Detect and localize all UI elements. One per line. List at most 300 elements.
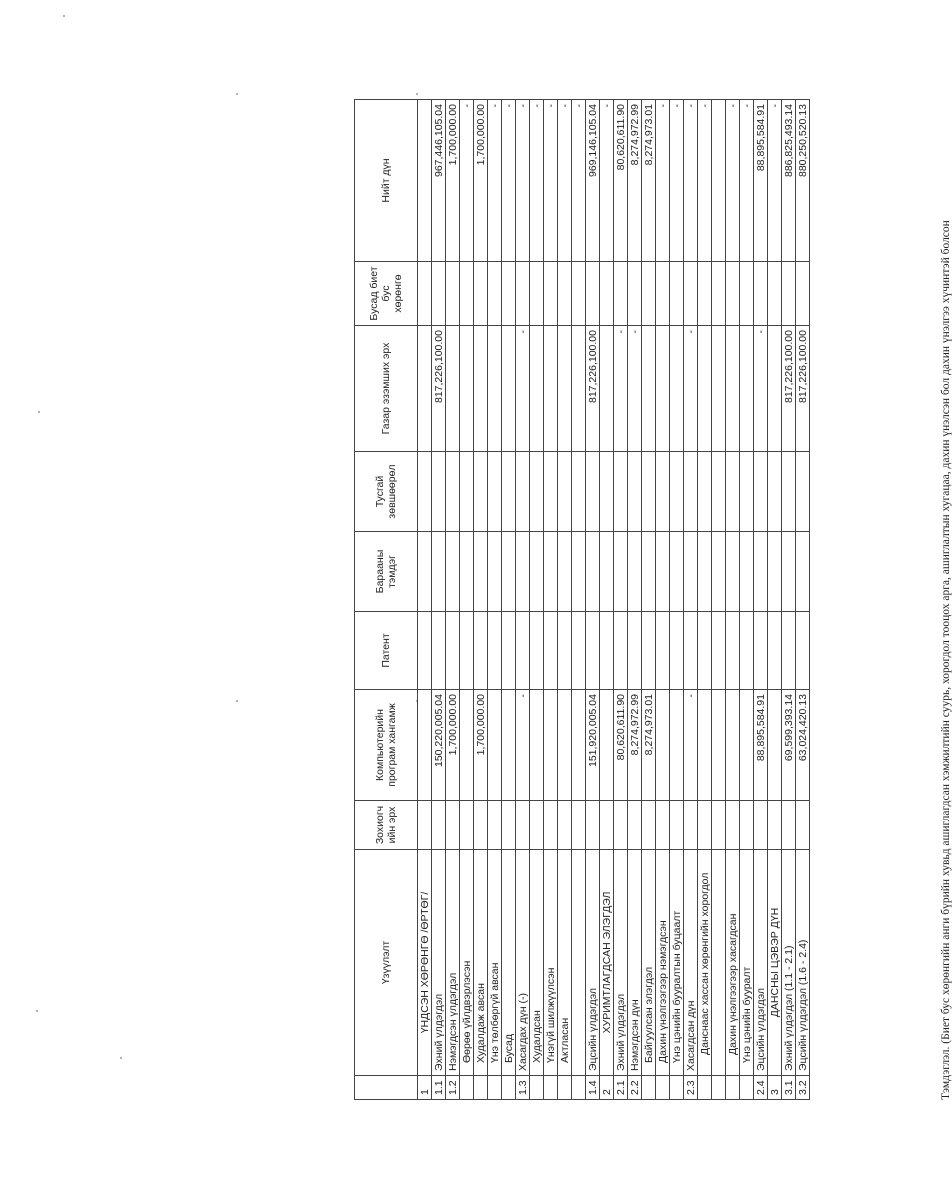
table-row — [670, 100, 684, 1100]
cell-software — [502, 690, 516, 801]
table-row — [586, 100, 600, 1100]
cell-land — [418, 326, 432, 452]
table-row — [600, 100, 614, 1100]
scan-speck — [38, 411, 40, 413]
cell-patent — [796, 612, 810, 690]
cell-total: - — [572, 100, 586, 262]
table-row — [446, 100, 460, 1100]
cell-license — [600, 452, 614, 532]
cell-patent — [530, 612, 544, 690]
cell-total: - — [698, 100, 712, 262]
cell-patent — [656, 612, 670, 690]
cell-software: 80,620,611.90 — [614, 690, 628, 801]
table-row — [432, 100, 446, 1100]
table-row — [558, 100, 572, 1100]
table-row — [684, 100, 698, 1100]
cell-land — [698, 326, 712, 452]
cell-author — [614, 801, 628, 850]
row-index — [740, 1076, 754, 1100]
cell-license — [516, 452, 530, 532]
cell-patent — [754, 612, 768, 690]
table-row — [502, 100, 516, 1100]
row-index: 1.1 — [432, 1076, 446, 1100]
cell-license — [446, 452, 460, 532]
row-index — [460, 1076, 474, 1100]
cell-license — [502, 452, 516, 532]
cell-author — [726, 801, 740, 850]
row-index — [488, 1076, 502, 1100]
cell-other — [418, 262, 432, 326]
cell-software — [488, 690, 502, 801]
row-index: 2.1 — [614, 1076, 628, 1100]
cell-license — [544, 452, 558, 532]
cell-software — [768, 690, 782, 801]
cell-trademark — [586, 532, 600, 612]
cell-trademark — [642, 532, 656, 612]
row-label: Эцсийн үлдэгдэл — [586, 850, 600, 1076]
cell-land — [446, 326, 460, 452]
header-software: Компьютерийн програм хангамж — [355, 690, 418, 801]
table-row — [726, 100, 740, 1100]
cell-other — [782, 262, 796, 326]
row-index: 2.2 — [628, 1076, 642, 1100]
header-author: Зохиогч ийн эрх — [355, 801, 418, 850]
cell-software: - — [684, 690, 698, 801]
row-label: Хасагдсан дүн — [684, 850, 698, 1076]
cell-license — [614, 452, 628, 532]
cell-author — [698, 801, 712, 850]
cell-total: - — [460, 100, 474, 262]
row-label: Эцсийн үлдэгдэл — [754, 850, 768, 1076]
row-index — [642, 1076, 656, 1100]
cell-patent — [726, 612, 740, 690]
cell-software — [558, 690, 572, 801]
cell-author — [558, 801, 572, 850]
cell-software: - — [516, 690, 530, 801]
cell-other — [516, 262, 530, 326]
cell-total: - — [502, 100, 516, 262]
row-label: Үнэ төлбөргүй авсан — [488, 850, 502, 1076]
cell-trademark — [670, 532, 684, 612]
cell-land — [740, 326, 754, 452]
cell-trademark — [530, 532, 544, 612]
header-license: Тусгай зөвшөөрөл — [355, 452, 418, 532]
cell-trademark — [782, 532, 796, 612]
row-index: 1.3 — [516, 1076, 530, 1100]
cell-license — [586, 452, 600, 532]
header-total: Нийт дүн — [355, 100, 418, 262]
cell-land: - — [516, 326, 530, 452]
cell-other — [502, 262, 516, 326]
cell-land — [488, 326, 502, 452]
cell-other — [460, 262, 474, 326]
row-index: 1 — [418, 1076, 432, 1100]
cell-author — [474, 801, 488, 850]
row-label: ҮНДСЭН ХӨРӨНГӨ /ӨРТӨГ/ — [418, 850, 432, 1076]
cell-software: 8,274,972.99 — [628, 690, 642, 801]
cell-author — [488, 801, 502, 850]
row-label: Эцсийн үлдэгдэл (1.6 - 2.4) — [796, 850, 810, 1076]
table-row — [656, 100, 670, 1100]
cell-land — [768, 326, 782, 452]
table-row — [698, 100, 712, 1100]
table-body — [418, 100, 810, 1100]
cell-patent — [740, 612, 754, 690]
row-label: Өөрөө үйлдвэрлэсэн — [460, 850, 474, 1076]
cell-patent — [628, 612, 642, 690]
cell-license — [698, 452, 712, 532]
cell-software — [530, 690, 544, 801]
cell-land — [572, 326, 586, 452]
cell-license — [740, 452, 754, 532]
cell-other — [446, 262, 460, 326]
cell-total: 88,895,584.91 — [754, 100, 768, 262]
cell-license — [628, 452, 642, 532]
cell-patent — [614, 612, 628, 690]
cell-total: - — [740, 100, 754, 262]
cell-author — [446, 801, 460, 850]
row-label: Актласан — [558, 850, 572, 1076]
cell-patent — [782, 612, 796, 690]
cell-total: 1,700,000.00 — [474, 100, 488, 262]
cell-trademark — [768, 532, 782, 612]
cell-other — [754, 262, 768, 326]
cell-license — [796, 452, 810, 532]
cell-total: - — [768, 100, 782, 262]
table-row — [754, 100, 768, 1100]
cell-license — [488, 452, 502, 532]
footnote: Тэмдэглэл. (Биет бус хөрөнгийн анги бүрийн хувьд ашиглагдсан хэмжилтийн суурь, хорогдол тооцох арга, ашиглалтын хугацаа, дахин үнэлсэн бол дахин үнэлгээ хүчинтэй болсон — [940, 220, 952, 1100]
cell-software: 69,599,393.14 — [782, 690, 796, 801]
cell-patent — [600, 612, 614, 690]
table-row — [642, 100, 656, 1100]
cell-patent — [684, 612, 698, 690]
row-label: Үнэ цэнийн бууралт — [740, 850, 754, 1076]
cell-patent — [712, 612, 726, 690]
table-row — [488, 100, 502, 1100]
cell-total: - — [670, 100, 684, 262]
cell-author — [586, 801, 600, 850]
row-label: Хасагдах дүн (-) — [516, 850, 530, 1076]
cell-patent — [544, 612, 558, 690]
cell-license — [474, 452, 488, 532]
cell-license — [754, 452, 768, 532]
header-land: Газар эзэмших эрх — [355, 326, 418, 452]
row-label: Дахин үнэлгээгээр хасагдсан — [726, 850, 740, 1076]
table-row — [768, 100, 782, 1100]
cell-author — [796, 801, 810, 850]
cell-land — [712, 326, 726, 452]
table-row — [572, 100, 586, 1100]
table-row — [516, 100, 530, 1100]
cell-software: 8,274,973.01 — [642, 690, 656, 801]
cell-software — [712, 690, 726, 801]
cell-software — [460, 690, 474, 801]
cell-author — [740, 801, 754, 850]
cell-patent — [474, 612, 488, 690]
cell-other — [600, 262, 614, 326]
cell-other — [768, 262, 782, 326]
cell-land: 817,226,100.00 — [586, 326, 600, 452]
cell-trademark — [474, 532, 488, 612]
cell-trademark — [712, 532, 726, 612]
cell-license — [530, 452, 544, 532]
row-label: Эхний үлдэгдэл — [432, 850, 446, 1076]
table-row — [460, 100, 474, 1100]
cell-other — [530, 262, 544, 326]
cell-software: 1,700,000.00 — [474, 690, 488, 801]
header-trademark: Барааны тэмдэг — [355, 532, 418, 612]
cell-other — [656, 262, 670, 326]
header-index — [355, 1076, 418, 1100]
scan-speck — [236, 93, 238, 95]
cell-trademark — [446, 532, 460, 612]
cell-trademark — [628, 532, 642, 612]
row-label: Дахин үнэлгээгээр нэмэгдсэн — [656, 850, 670, 1076]
cell-author — [782, 801, 796, 850]
cell-other — [642, 262, 656, 326]
cell-author — [628, 801, 642, 850]
table-row — [530, 100, 544, 1100]
cell-trademark — [572, 532, 586, 612]
row-index — [474, 1076, 488, 1100]
cell-patent — [558, 612, 572, 690]
cell-author — [516, 801, 530, 850]
table-row — [474, 100, 488, 1100]
row-label: Бусад — [502, 850, 516, 1076]
row-label: ХУРИМТЛАГДСАН ЭЛЭГДЭЛ — [600, 850, 614, 1076]
cell-trademark — [614, 532, 628, 612]
cell-software — [726, 690, 740, 801]
table-row — [712, 100, 726, 1100]
cell-total: 8,274,973.01 — [642, 100, 656, 262]
row-index — [670, 1076, 684, 1100]
cell-patent — [572, 612, 586, 690]
cell-license — [726, 452, 740, 532]
cell-trademark — [544, 532, 558, 612]
scan-speck — [236, 700, 238, 702]
cell-land: - — [614, 326, 628, 452]
cell-software — [740, 690, 754, 801]
cell-patent — [670, 612, 684, 690]
cell-trademark — [418, 532, 432, 612]
scan-speck — [36, 1010, 38, 1012]
header-row — [355, 100, 418, 1100]
cell-author — [670, 801, 684, 850]
cell-patent — [516, 612, 530, 690]
cell-software: 151,920,005.04 — [586, 690, 600, 801]
row-label — [572, 850, 586, 1076]
row-index — [726, 1076, 740, 1100]
cell-license — [670, 452, 684, 532]
cell-total: - — [530, 100, 544, 262]
row-index — [698, 1076, 712, 1100]
cell-land: - — [754, 326, 768, 452]
cell-license — [684, 452, 698, 532]
row-index: 2.4 — [754, 1076, 768, 1100]
cell-land — [530, 326, 544, 452]
cell-patent — [460, 612, 474, 690]
row-index — [712, 1076, 726, 1100]
row-index: 3.2 — [796, 1076, 810, 1100]
cell-total: 80,620,611.90 — [614, 100, 628, 262]
cell-land — [726, 326, 740, 452]
table-row — [418, 100, 432, 1100]
cell-total: - — [600, 100, 614, 262]
cell-total: - — [684, 100, 698, 262]
cell-trademark — [516, 532, 530, 612]
rotated-content — [354, 100, 952, 1100]
table-row — [782, 100, 796, 1100]
cell-other — [628, 262, 642, 326]
cell-other — [572, 262, 586, 326]
cell-license — [642, 452, 656, 532]
row-label: Данснаас хассан хөрөнгийн хорогдол — [698, 850, 712, 1076]
table-row — [544, 100, 558, 1100]
row-index — [558, 1076, 572, 1100]
cell-author — [684, 801, 698, 850]
scan-speck — [416, 93, 418, 95]
cell-patent — [418, 612, 432, 690]
cell-trademark — [558, 532, 572, 612]
row-label: Байгуулсан элэгдэл — [642, 850, 656, 1076]
cell-patent — [642, 612, 656, 690]
row-index: 2.3 — [684, 1076, 698, 1100]
cell-total — [712, 100, 726, 262]
cell-trademark — [600, 532, 614, 612]
cell-author — [432, 801, 446, 850]
row-label: Үнэгүй шилжүүлсэн — [544, 850, 558, 1076]
cell-land — [558, 326, 572, 452]
cell-software: 1,700,000.00 — [446, 690, 460, 801]
row-label: Нэмэгдсэн үлдэгдэл — [446, 850, 460, 1076]
row-index: 1.4 — [586, 1076, 600, 1100]
cell-license — [768, 452, 782, 532]
row-label: Үнэ цэнийн бууралтын буцаалт — [670, 850, 684, 1076]
row-label: Худалдсан — [530, 850, 544, 1076]
cell-trademark — [754, 532, 768, 612]
cell-license — [460, 452, 474, 532]
cell-other — [698, 262, 712, 326]
cell-total: - — [558, 100, 572, 262]
cell-other — [740, 262, 754, 326]
cell-patent — [768, 612, 782, 690]
cell-other — [726, 262, 740, 326]
cell-total: 969,146,105.04 — [586, 100, 600, 262]
cell-total: - — [726, 100, 740, 262]
cell-license — [432, 452, 446, 532]
cell-author — [418, 801, 432, 850]
cell-land: - — [628, 326, 642, 452]
cell-trademark — [656, 532, 670, 612]
cell-total: - — [544, 100, 558, 262]
scan-speck — [120, 1057, 122, 1059]
cell-trademark — [488, 532, 502, 612]
cell-author — [656, 801, 670, 850]
cell-patent — [446, 612, 460, 690]
cell-software — [544, 690, 558, 801]
row-index — [544, 1076, 558, 1100]
table-row — [796, 100, 810, 1100]
row-label: Нэмэгдсэн дүн — [628, 850, 642, 1076]
table-row — [628, 100, 642, 1100]
row-label: Худалдаж авсан — [474, 850, 488, 1076]
cell-patent — [698, 612, 712, 690]
row-label: ДАНСНЫ ЦЭВЭР ДҮН — [768, 850, 782, 1076]
table-row — [614, 100, 628, 1100]
cell-software — [698, 690, 712, 801]
intangible-assets-table — [354, 99, 810, 1100]
cell-software — [670, 690, 684, 801]
header-patent: Патент — [355, 612, 418, 690]
cell-other — [614, 262, 628, 326]
cell-patent — [502, 612, 516, 690]
cell-license — [782, 452, 796, 532]
cell-other — [712, 262, 726, 326]
cell-license — [656, 452, 670, 532]
cell-land — [642, 326, 656, 452]
cell-software: 150,220,005.04 — [432, 690, 446, 801]
cell-author — [530, 801, 544, 850]
cell-author — [642, 801, 656, 850]
cell-total: 880,250,520.13 — [796, 100, 810, 262]
cell-author — [768, 801, 782, 850]
cell-trademark — [684, 532, 698, 612]
cell-trademark — [740, 532, 754, 612]
header-name: Үзүүлэлт — [355, 850, 418, 1076]
cell-trademark — [796, 532, 810, 612]
row-index — [502, 1076, 516, 1100]
header-other: Бусад биет бус хөрөнгө — [355, 262, 418, 326]
cell-total — [418, 100, 432, 262]
row-label — [712, 850, 726, 1076]
cell-other — [558, 262, 572, 326]
cell-land — [670, 326, 684, 452]
row-label: Эхний үлдэгдэл — [614, 850, 628, 1076]
cell-total: 967,446,105.04 — [432, 100, 446, 262]
cell-other — [684, 262, 698, 326]
cell-other — [670, 262, 684, 326]
cell-land — [502, 326, 516, 452]
cell-other — [544, 262, 558, 326]
cell-trademark — [460, 532, 474, 612]
cell-total: 886,825,493.14 — [782, 100, 796, 262]
cell-author — [754, 801, 768, 850]
cell-trademark — [698, 532, 712, 612]
table-row — [740, 100, 754, 1100]
cell-total: - — [516, 100, 530, 262]
scan-speck — [63, 15, 65, 17]
row-index — [656, 1076, 670, 1100]
cell-land — [460, 326, 474, 452]
cell-total: - — [488, 100, 502, 262]
cell-license — [572, 452, 586, 532]
cell-software — [656, 690, 670, 801]
cell-land — [474, 326, 488, 452]
row-index — [530, 1076, 544, 1100]
row-index: 3 — [768, 1076, 782, 1100]
cell-patent — [488, 612, 502, 690]
cell-land — [656, 326, 670, 452]
cell-land: 817,226,100.00 — [782, 326, 796, 452]
cell-license — [558, 452, 572, 532]
cell-software — [418, 690, 432, 801]
cell-software — [600, 690, 614, 801]
cell-land — [600, 326, 614, 452]
cell-other — [474, 262, 488, 326]
row-index: 1.2 — [446, 1076, 460, 1100]
cell-patent — [586, 612, 600, 690]
